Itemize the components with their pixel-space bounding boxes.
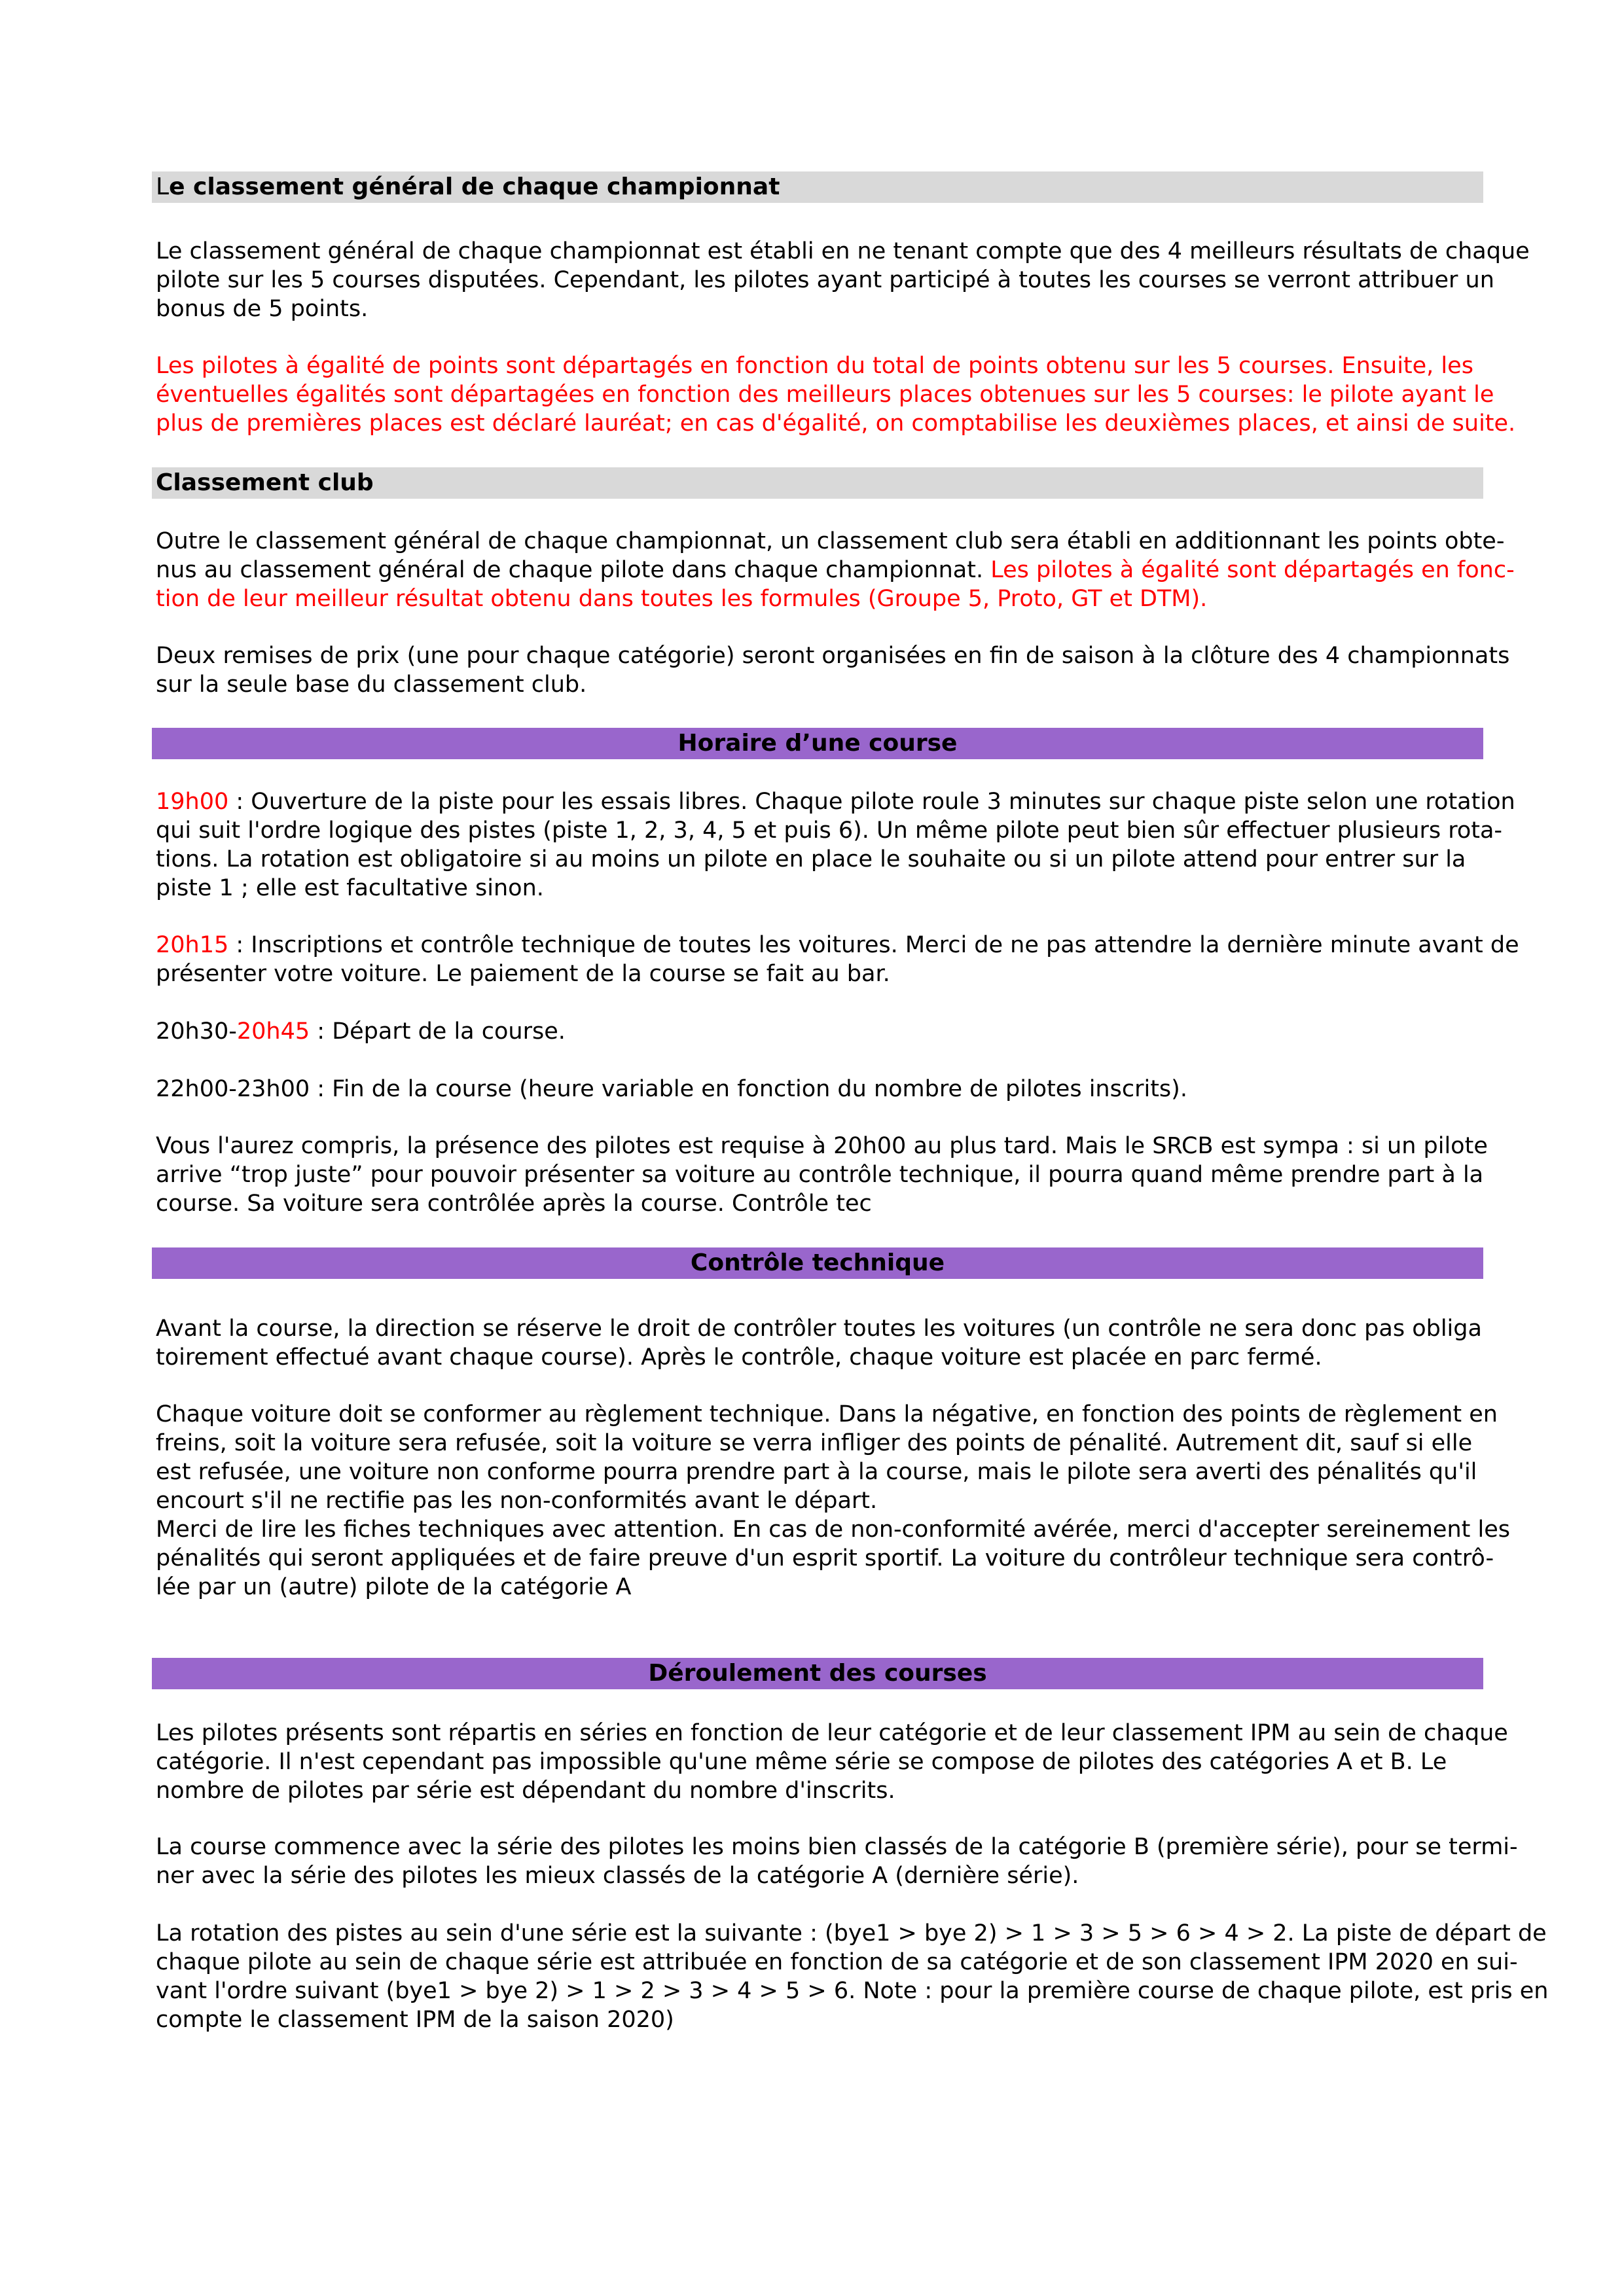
text-line: Chaque voiture doit se conformer au règlement technique. Dans la négative, en fonction des points de règlement en [156, 1401, 1498, 1427]
text-fragment: : Ouverture de la piste pour les essais libres. Chaque pilote roule 3 minutes sur chaque piste selon une rotation [228, 789, 1515, 815]
text-line [156, 556, 1515, 584]
time-label-red: 20h45 [236, 1018, 310, 1045]
text-line: arrive “trop juste” pour pouvoir présenter sa voiture au contrôle technique, il pourra quand même prendre part à la [156, 1162, 1484, 1188]
paragraph-deroulement-2 [156, 1833, 1518, 1890]
text-line: est refusée, une voiture non conforme pourra prendre part à la course, mais le pilote sera averti des pénalités qu'il [156, 1459, 1477, 1485]
section-heading-classement-general [152, 171, 1483, 203]
text-line: plus de premières places est déclaré lauréat; en cas d'égalité, on comptabilise les deuxièmes places, et ainsi de suite. [156, 410, 1516, 437]
section-heading-horaire: Horaire d’une course [152, 728, 1483, 759]
paragraph-horaire-19h00 [156, 787, 1515, 903]
text-fragment: : Inscriptions et contrôle technique de toutes les voitures. Merci de ne pas attendre la dernière minute avant de [228, 932, 1519, 958]
text-line: ner avec la série des pilotes les mieux classés de la catégorie A (dernière série). [156, 1863, 1079, 1889]
text-line: pilote sur les 5 courses disputées. Cependant, les pilotes ayant participé à toutes les courses se verront attribuer un [156, 267, 1494, 293]
text-line [156, 787, 1515, 816]
paragraph-controle-2 [156, 1400, 1510, 1602]
paragraph-classement-club-1 [156, 527, 1515, 613]
text-line: sur la seule base du classement club. [156, 672, 587, 698]
paragraph-horaire-20h15 [156, 931, 1519, 988]
paragraph-classement-general-2-red [156, 351, 1516, 438]
text-line: piste 1 ; elle est facultative sinon. [156, 875, 544, 901]
section-heading-classement-club: Classement club [152, 467, 1483, 499]
text-line: éventuelles égalités sont départagées en fonction des meilleurs places obtenues sur les 5 courses: le pilote ayant le [156, 382, 1494, 408]
text-line: Les pilotes présents sont répartis en séries en fonction de leur catégorie et de leur classement IPM au sein de chaque [156, 1720, 1508, 1746]
section-heading-deroulement: Déroulement des courses [152, 1658, 1483, 1689]
text-line: tions. La rotation est obligatoire si au moins un pilote en place le souhaite ou si un pilote attend pour entrer sur la [156, 846, 1466, 872]
text-line: Vous l'aurez compris, la présence des pilotes est requise à 20h00 au plus tard. Mais le SRCB est sympa : si un pilote [156, 1133, 1488, 1159]
text-line: La course commence avec la série des pilotes les moins bien classés de la catégorie B (première série), pour se termi- [156, 1834, 1518, 1860]
time-label-red: 19h00 [156, 789, 229, 815]
paragraph-deroulement-1 [156, 1719, 1508, 1805]
text-line: Merci de lire les fiches techniques avec attention. En cas de non-conformité avérée, merci d'accepter sereinement les [156, 1516, 1510, 1543]
text-line: freins, soit la voiture sera refusée, soit la voiture se verra infliger des points de pénalité. Autrement dit, sauf si elle [156, 1430, 1473, 1456]
text-line: nombre de pilotes par série est dépendant du nombre d'inscrits. [156, 1778, 895, 1804]
paragraph-deroulement-3 [156, 1919, 1549, 2034]
text-line-red: tion de leur meilleur résultat obtenu dans toutes les formules (Groupe 5, Proto, GT et DTM). [156, 586, 1208, 612]
text-line: présenter votre voiture. Le paiement de la course se fait au bar. [156, 961, 890, 987]
text-line: catégorie. Il n'est cependant pas impossible qu'une même série se compose de pilotes des catégories A et B. Le [156, 1749, 1447, 1775]
paragraph-classement-club-2 [156, 641, 1510, 699]
text-line: vant l'ordre suivant (bye1 > bye 2) > 1 > 2 > 3 > 4 > 5 > 6. Note : pour la première course de chaque pilote, est pris en [156, 1978, 1549, 2004]
text-line: La rotation des pistes au sein d'une série est la suivante : (bye1 > bye 2) > 1 > 3 > 5 > 6 > 4 > 2. La piste de départ de [156, 1920, 1547, 1946]
text-line: 22h00-23h00 : Fin de la course (heure variable en fonction du nombre de pilotes inscrits). [156, 1076, 1187, 1102]
text-line: pénalités qui seront appliquées et de faire preuve d'un esprit sportif. La voiture du contrôleur technique sera contrô- [156, 1545, 1494, 1571]
text-line: course. Sa voiture sera contrôlée après la course. Contrôle tec [156, 1191, 872, 1217]
paragraph-horaire-depart [156, 1017, 1482, 1046]
text-line: Outre le classement général de chaque championnat, un classement club sera établi en additionnant les points obte- [156, 528, 1505, 554]
text-line [156, 1017, 1482, 1046]
section-heading-controle-technique: Contrôle technique [152, 1247, 1483, 1279]
text-line: encourt s'il ne rectifie pas les non-conformités avant le départ. [156, 1488, 878, 1514]
paragraph-horaire-note [156, 1132, 1488, 1218]
paragraph-horaire-fin [156, 1075, 1482, 1103]
text-line: lée par un (autre) pilote de la catégorie A [156, 1574, 632, 1600]
text-line: bonus de 5 points. [156, 296, 369, 322]
text-fragment: nus au classement général de chaque pilote dans chaque championnat. [156, 557, 991, 583]
time-label-red: 20h15 [156, 932, 229, 958]
text-fragment: : Départ de la course. [310, 1018, 566, 1045]
text-line: qui suit l'ordre logique des pistes (piste 1, 2, 3, 4, 5 et puis 6). Un même pilote peut bien sûr effectuer plusieurs rota- [156, 817, 1503, 844]
text-line: toirement effectué avant chaque course). Après le contrôle, chaque voiture est placée en parc fermé. [156, 1344, 1322, 1371]
time-label: 20h30- [156, 1018, 237, 1045]
heading-text: e classement général de chaque championnat [169, 173, 780, 200]
text-line: chaque pilote au sein de chaque série est attribuée en fonction de sa catégorie et de son classement IPM 2020 en sui- [156, 1949, 1518, 1975]
text-line [156, 931, 1519, 960]
text-line: compte le classement IPM de la saison 2020) [156, 2007, 674, 2033]
text-line: Deux remises de prix (une pour chaque catégorie) seront organisées en fin de saison à la clôture des 4 championnats [156, 643, 1510, 669]
text-line: Le classement général de chaque championnat est établi en ne tenant compte que des 4 meilleurs résultats de chaque [156, 238, 1530, 264]
heading-first-letter: L [156, 173, 170, 200]
paragraph-classement-general-1 [156, 237, 1530, 323]
text-fragment-red: Les pilotes à égalité sont départagés en fonc- [990, 557, 1515, 583]
text-line: Avant la course, la direction se réserve le droit de contrôler toutes les voitures (un contrôle ne sera donc pas obliga [156, 1316, 1482, 1342]
paragraph-controle-1 [156, 1314, 1482, 1372]
text-line: Les pilotes à égalité de points sont départagés en fonction du total de points obtenu sur les 5 courses. Ensuite, les [156, 353, 1473, 379]
